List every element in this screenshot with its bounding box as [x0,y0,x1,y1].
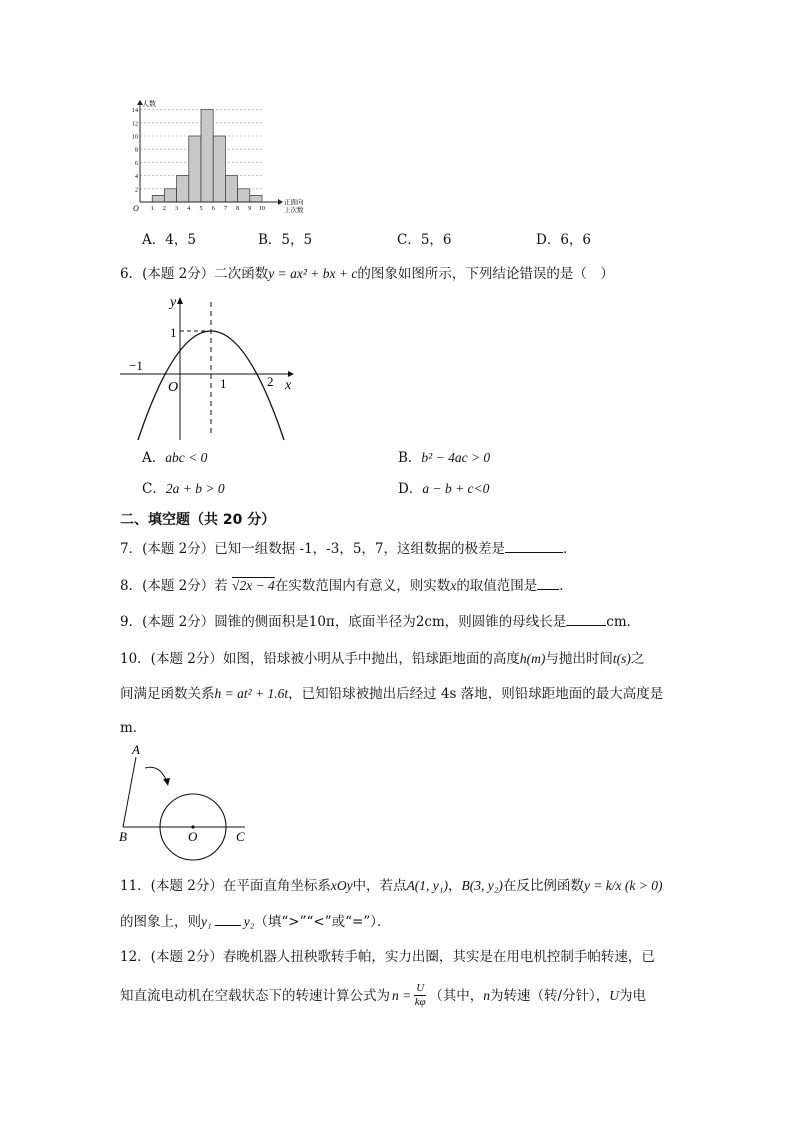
q11-line2 [120,911,390,932]
q11-answer-blank[interactable] [215,911,241,926]
q8-suffix2: 的取值范围是 [456,578,538,594]
y-tick-label: 4 [135,174,138,181]
q9-text [120,611,640,632]
q7-stem: 7．(本题 2分）已知一组数据 -1，-3，5，7，这组数据的极差是 [120,541,506,557]
histogram-bar [213,136,225,202]
q12-line2-c: 为转速（转/分针）， [489,987,610,1004]
q12-line2-b: （其中， [429,987,484,1004]
rotation-arrowhead-icon [163,778,170,786]
q8-answer-blank[interactable] [537,575,559,590]
q5-option-d[interactable]: D．6，6 [536,232,592,248]
q8-prefix: 8．(本题 2分）若 [120,578,228,594]
q5-option-a[interactable]: A．4，5 [142,232,196,248]
histogram-bar [201,110,213,202]
q8-var: x [450,578,457,593]
x-tick-label: 6 [211,206,215,212]
q8-radical: √2x − 4 [232,578,275,593]
histogram-origin: O [133,204,139,213]
x-tick-label: 8 [236,206,240,212]
parabola-figure [118,292,303,442]
x-axis-arrow-icon [278,199,283,205]
parabola-label-x2: 2 [267,374,274,389]
q10-line1-b: 与抛出时间 [545,651,613,667]
histogram-bar [250,195,262,202]
q6-option-a[interactable] [142,446,207,466]
histogram-bar [152,195,164,202]
q9-val2: 2cm [415,614,445,630]
q12-line2-d: 为电 [619,987,647,1004]
q11-line1-a: 11．(本题 2分）在平面直角坐标系 [120,878,331,894]
q6-option-b-math: b² − 4ac > 0 [421,450,491,465]
q11-point-a: A(1, y₁) [406,878,448,893]
q8-suffix: 在实数范围内有意义，则实数 [274,578,451,594]
circle-figure [115,742,255,864]
q11-line2-b: （填“>”“<”或“=”）． [254,914,391,930]
q6-option-d-math: a − b + c<0 [422,481,490,496]
x-axis-arrow-icon [288,371,294,377]
q10-line1-a: 10．(本题 2分）如图，铅球被小明从手中抛出，铅球距地面的高度 [120,651,520,667]
q6-formula: y = ax² + bx + c [268,266,358,281]
q12-line1: 12．(本题 2分）春晚机器人扭秧歌转手帕，实力出圈，其实是在用电机控制手帕转速，已 [120,949,655,965]
histogram-bars [152,110,262,202]
parabola-label-neg1: −1 [129,358,143,373]
q11-sep: ， [448,878,462,894]
histogram-x-ticks [151,206,265,212]
label-b: B [119,829,127,844]
q12-fraction [414,982,426,1009]
q6-stem [120,264,614,284]
x-tick-label: 3 [175,206,179,212]
q7-end: ． [563,541,577,557]
q12-line2-a: 知直流电动机在空载状态下的转速计算公式为 [120,987,390,1004]
q5-option-c[interactable]: C．5，6 [397,232,452,248]
parabola-origin: O [168,380,179,395]
q10-line1 [120,649,644,669]
q11-point-b: B(3, y₂) [461,878,503,893]
q10-line3: m． [120,720,147,736]
q10-line2-b: ，已知铅球被抛出后经过 4s 落地，则铅球距地面的最大高度是 [288,686,664,702]
y-tick-label: 12 [132,121,138,128]
q6-option-b[interactable] [398,446,490,466]
y-tick-label: 8 [135,147,138,154]
q12-line2 [120,982,646,1009]
q10-h-symbol: h(m) [519,651,546,666]
q9-prefix: 9．(本题 2分）圆锥的侧面积是 [120,614,309,630]
histogram-y-label: 人数 [142,100,156,108]
label-o: O [188,829,198,844]
q6-stem-suffix: 的图象如图所示，下列结论错误的是（ ） [357,266,614,282]
q10-line1-c: 之 [630,651,645,667]
histogram-figure [128,96,318,218]
q6-option-c[interactable] [142,477,225,497]
q12-denominator: kφ [414,996,426,1008]
segment-ab [123,757,136,827]
section-heading: 二、填空题（共 20 分） [120,512,276,528]
q6-option-a-label: A． [142,450,166,466]
q9-mid2: ，则圆锥的母线长是 [444,614,567,630]
histogram-bar [164,189,176,202]
q6-option-d-label: D． [398,481,423,497]
q12-numerator: U [416,982,425,994]
q12-n-symbol: n [483,987,490,1003]
histogram-y-ticks [132,108,138,193]
y-tick-label: 6 [135,160,138,167]
q11-line1 [120,876,663,896]
q10-line2-a: 间满足函数关系 [120,686,215,702]
x-tick-label: 4 [187,206,191,212]
q11-func: y = k/x (k > 0) [583,878,663,893]
q11-y1: y₁ [201,914,212,929]
histogram-bar [238,189,250,202]
parabola-x-label: x [285,378,292,393]
q10-line2 [120,684,663,704]
q6-option-a-math: abc < 0 [165,450,208,465]
histogram-bar [177,176,189,202]
q12-u-symbol: U [609,987,620,1003]
q11-line1-b: 中，若点 [352,878,407,894]
q6-stem-prefix: 6．(本题 2分）二次函数 [120,266,269,282]
x-tick-label: 1 [150,206,154,212]
label-c: C [236,829,245,844]
q6-option-c-label: C． [142,481,166,497]
q6-option-c-math: 2a + b > 0 [165,481,225,496]
q9-val1: 10π [308,614,335,630]
q9-end: ． [626,614,641,630]
q11-y2: y₂ [243,914,255,929]
q5-option-b[interactable]: B．5，5 [258,232,313,248]
parabola-label-y1: 1 [170,325,177,340]
y-tick-label: 10 [132,134,138,141]
q9-answer-blank[interactable] [566,611,606,626]
q8-end: ． [559,578,573,594]
q7-text [120,538,577,559]
parabola-y-label: y [170,295,177,310]
q10-t-symbol: t(s) [612,651,631,666]
q9-mid: ，底面半径为 [334,614,416,630]
q6-option-b-label: B． [398,450,422,466]
q6-option-d[interactable] [398,477,489,497]
x-tick-label: 7 [223,206,227,212]
histogram-bar [189,136,201,202]
parabola-label-x1: 1 [220,376,227,391]
y-axis-arrow-icon [177,297,183,304]
q10-formula: h = at² + 1.6t [214,686,289,701]
histogram-bar [225,176,237,202]
q7-answer-blank[interactable] [505,538,563,553]
histogram-x-label-2: 上次数 [284,207,304,214]
y-tick-label: 2 [135,187,138,194]
histogram-x-label-1: 正面向 [284,199,304,206]
x-tick-label: 10 [259,206,265,212]
x-tick-label: 5 [199,206,203,212]
label-a: A [132,742,140,757]
x-tick-label: 9 [248,206,252,212]
q11-line1-c: 在反比例函数 [502,878,584,894]
y-tick-label: 14 [132,108,138,115]
q9-unit: cm [606,614,627,630]
x-tick-label: 2 [162,206,166,212]
q11-line2-a: 的图象上，则 [120,914,201,930]
q12-formula-lhs: n = [392,987,412,1003]
q11-coord: xOy [330,878,353,893]
q8-text [120,575,573,596]
